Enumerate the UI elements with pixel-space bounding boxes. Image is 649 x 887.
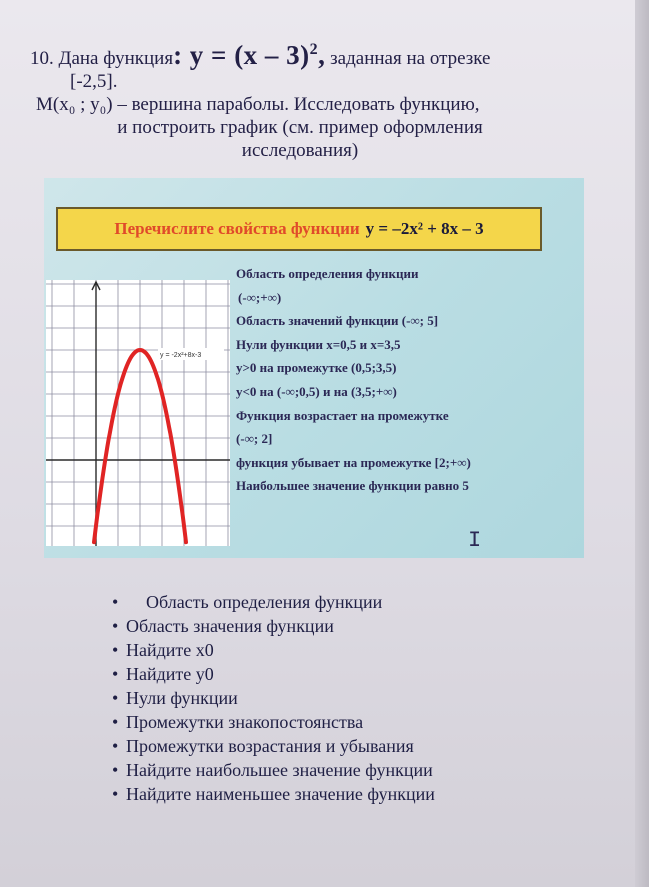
list-item [112, 638, 592, 662]
bullet-marker: • [112, 616, 119, 636]
graph-legend: y = -2x²+8x-3 [160, 352, 202, 359]
properties-banner [56, 207, 542, 251]
bullet-marker: • [112, 640, 119, 660]
bullet-marker: • [112, 688, 119, 708]
property-range: Область значений функции (-∞; 5] [236, 313, 439, 329]
task-formula-exponent: 2 [309, 41, 319, 58]
list-item [112, 782, 592, 806]
parabola-graph [46, 280, 230, 546]
list-item-text: Область определения функции [146, 592, 383, 612]
property-increasing-value: (-∞; 2] [236, 431, 273, 447]
list-item-text: Промежутки возрастания и убывания [126, 736, 414, 756]
monitor-edge [635, 0, 649, 887]
bullet-marker: • [112, 592, 119, 612]
list-item [112, 662, 592, 686]
property-increasing-label: Функция возрастает на промежутке [236, 407, 449, 423]
list-item-text: Найдите y0 [126, 664, 214, 684]
property-domain-value: (-∞;+∞) [238, 289, 282, 305]
task-bullet-list [112, 590, 592, 806]
property-zeros: Нули функции x=0,5 и x=3,5 [236, 336, 401, 352]
list-item-text: Найдите x0 [126, 640, 214, 660]
task-line-5: исследования) [241, 140, 359, 161]
task-line-1 [30, 38, 590, 70]
task-lead: Дана функция [58, 48, 174, 69]
list-item [112, 758, 592, 782]
graph-background [46, 280, 230, 546]
list-item-text: Нули функции [126, 688, 238, 708]
list-item [112, 590, 592, 614]
task-formula-suffix: , [318, 40, 326, 70]
task-tail: заданная на отрезке [325, 48, 491, 69]
task-line-4: и построить график (см. пример оформления [117, 117, 483, 138]
list-item-text: Область значения функции [126, 616, 334, 636]
banner-function: y = –2x² + 8x – 3 [365, 219, 484, 238]
list-item [112, 686, 592, 710]
bullet-marker: • [112, 712, 119, 732]
list-item-text: Промежутки знакопостоянства [126, 712, 364, 732]
property-positive: y>0 на промежутке (0,5;3,5) [236, 360, 397, 376]
task-line-3: M(x₀ ; y₀) – вершина параболы. Исследовать функцию, [36, 94, 480, 115]
task-segment: [-2,5]. [70, 71, 118, 92]
property-negative: y<0 на (-∞;0,5) и на (3,5;+∞) [236, 383, 397, 399]
property-domain-label: Область определения функции [236, 266, 419, 281]
list-item-text: Найдите наименьшее значение функции [126, 784, 435, 804]
property-decreasing: функция убывает на промежутке [2;+∞) [236, 454, 471, 470]
list-item [112, 614, 592, 638]
bullet-marker: • [112, 664, 119, 684]
task-statement [30, 38, 590, 162]
bullet-marker: • [112, 736, 119, 756]
task-formula [173, 40, 325, 70]
task-formula-prefix: : y = (x – 3) [173, 40, 310, 70]
list-item [112, 710, 592, 734]
properties-list [236, 262, 576, 498]
bullet-marker: • [112, 784, 119, 804]
list-item [112, 734, 592, 758]
text-cursor-icon: I [468, 528, 482, 553]
property-max: Наибольшее значение функции равно 5 [236, 478, 469, 494]
list-item-text: Найдите наибольшее значение функции [126, 760, 433, 780]
bullet-marker: • [112, 760, 119, 780]
task-number: 10. [30, 48, 54, 69]
banner-label: Перечислите свойства функции [114, 219, 360, 238]
